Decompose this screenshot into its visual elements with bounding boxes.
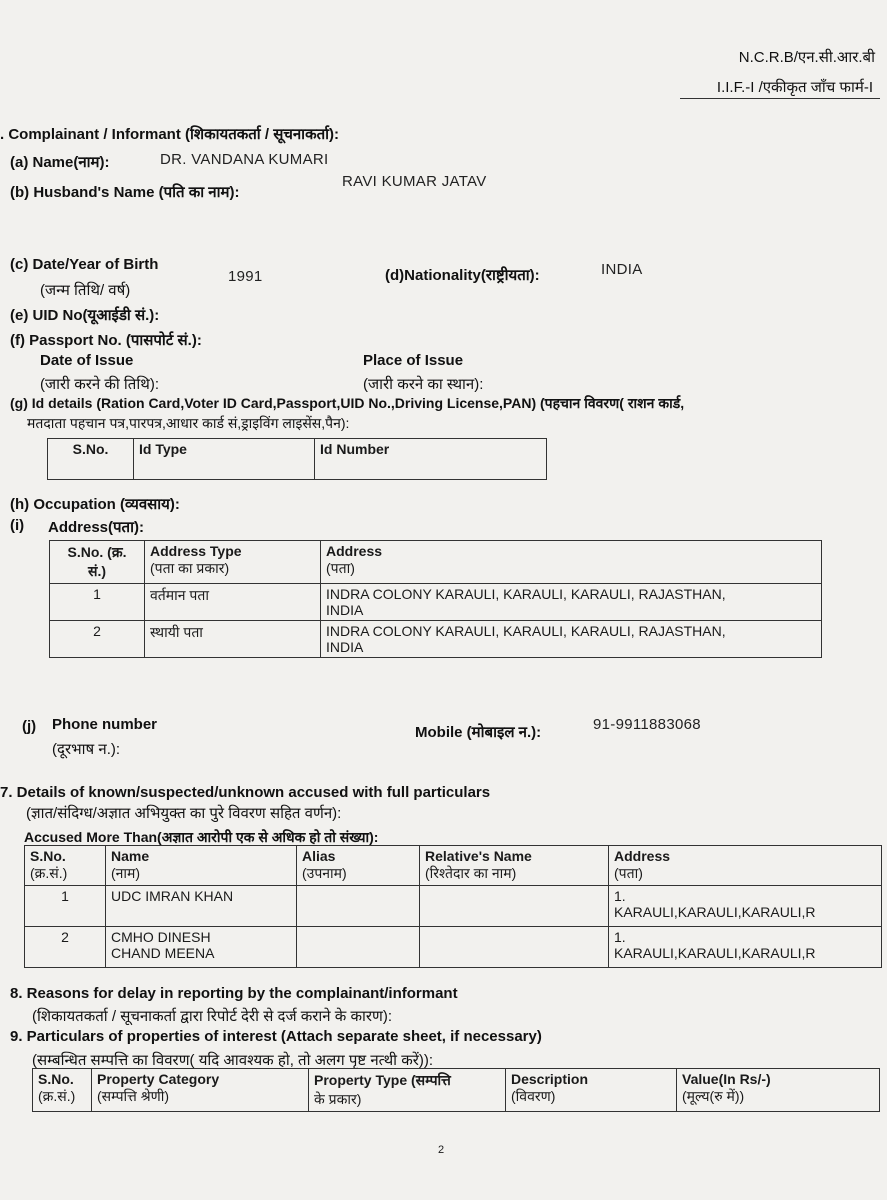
header-line: Alias xyxy=(302,848,336,864)
header-line: Address xyxy=(614,848,671,864)
mobile-value: 91-9911883068 xyxy=(593,716,701,733)
header-underline xyxy=(680,98,880,99)
properties-table xyxy=(32,1068,880,1112)
header-line: (सम्पत्ति श्रेणी) xyxy=(97,1088,170,1104)
nationality-label: (d)Nationality(राष्ट्रीयता): xyxy=(385,267,540,284)
address-type: वर्तमान पता xyxy=(145,584,321,621)
accused-heading: 7. Details of known/suspected/unknown accused with full particulars xyxy=(0,784,491,801)
address-line: INDIA xyxy=(326,639,364,655)
accused-alias xyxy=(297,886,420,927)
header-line: (विवरण) xyxy=(511,1088,556,1104)
dob-value: 1991 xyxy=(228,268,263,285)
header-line: S.No. (क्र. xyxy=(67,544,127,560)
address-value xyxy=(321,584,822,621)
address-header xyxy=(321,541,822,584)
accused-sno: 1 xyxy=(25,886,106,927)
accused-relative-header xyxy=(420,846,609,886)
accused-alias-header xyxy=(297,846,420,886)
address-label: Address(पता): xyxy=(48,519,144,536)
address-sno: 1 xyxy=(50,584,145,621)
header-line: Address Type xyxy=(150,543,242,559)
address-line: INDRA COLONY KARAULI, KARAULI, KARAULI, RAJASTHAN, xyxy=(326,586,726,602)
address-line: INDIA xyxy=(326,602,364,618)
id-details-label: (g) Id details (Ration Card,Voter ID Card,Passport,UID No.,Driving License,PAN) (पहचान विवरण( राशन कार्ड, xyxy=(10,395,685,411)
accused-name xyxy=(106,886,297,927)
id-type-header: Id Type xyxy=(134,439,315,480)
properties-heading-hindi: (सम्बन्धित सम्पत्ति का विवरण( यदि आवश्यक हो, तो अलग पृष्ट नत्थी करें)): xyxy=(32,1052,434,1069)
id-sno-header: S.No. xyxy=(48,439,134,480)
property-value-header xyxy=(677,1069,880,1112)
accused-more-than: Accused More Than(अज्ञात आरोपी एक से अधिक हो तो संख्या): xyxy=(24,829,379,845)
place-of-issue-label: Place of Issue xyxy=(363,352,464,369)
delay-heading-hindi: (शिकायतकर्ता / सूचनाकर्ता द्वारा रिपोर्ट देरी से दर्ज कराने के कारण): xyxy=(32,1008,393,1025)
header-line: (पता) xyxy=(614,865,643,881)
accused-address xyxy=(609,927,882,968)
form-code: I.I.F.-I /एकीकृत जाँच फार्म-I xyxy=(716,79,873,96)
id-details-hindi: मतदाता पहचान पत्र,पारपत्र,आधार कार्ड सं,ड्राइविंग लाइसेंस,पैन): xyxy=(27,415,350,431)
phone-label-hindi: (दूरभाष न.): xyxy=(52,741,121,758)
header-line: (क्र.सं.) xyxy=(38,1088,76,1104)
table-row xyxy=(33,1069,880,1112)
header-line: (मूल्य(रु में)) xyxy=(682,1088,745,1104)
properties-heading: 9. Particulars of properties of interest (Attach separate sheet, if necessary) xyxy=(10,1028,542,1045)
dob-label: (c) Date/Year of Birth xyxy=(10,256,159,273)
mobile-label: Mobile (मोबाइल न.): xyxy=(415,724,542,741)
dob-label-hindi: (जन्म तिथि/ वर्ष) xyxy=(40,282,131,299)
ncrb-code: N.C.R.B/एन.सी.आर.बी xyxy=(738,49,875,66)
property-description-header xyxy=(506,1069,677,1112)
accused-address-header xyxy=(609,846,882,886)
table-row xyxy=(25,927,882,968)
property-sno-header xyxy=(33,1069,92,1112)
id-number-header: Id Number xyxy=(315,439,547,480)
address-line: KARAULI,KARAULI,KARAULI,R xyxy=(614,904,816,920)
accused-address xyxy=(609,886,882,927)
address-line: 1. xyxy=(614,929,626,945)
header-line: सं.) xyxy=(87,563,107,579)
header-line: S.No. xyxy=(30,848,66,864)
name-label: (a) Name(नाम): xyxy=(10,154,110,171)
nationality-value: INDIA xyxy=(601,261,643,278)
table-row xyxy=(48,439,547,480)
header-line: (पता का प्रकार) xyxy=(150,560,230,576)
header-line: Relative's Name xyxy=(425,848,532,864)
header-line: Address xyxy=(326,543,383,559)
property-type-header xyxy=(309,1069,506,1112)
table-row xyxy=(50,541,822,584)
table-row xyxy=(25,886,882,927)
date-of-issue-hindi: (जारी करने की तिथि): xyxy=(40,376,159,393)
husband-name-label: (b) Husband's Name (पति का नाम): xyxy=(10,184,240,201)
uid-label: (e) UID No(यूआईडी सं.): xyxy=(10,307,160,324)
accused-name-header xyxy=(106,846,297,886)
address-label-prefix: (i) xyxy=(10,517,25,534)
place-of-issue-hindi: (जारी करने का स्थान): xyxy=(363,376,484,393)
table-row xyxy=(25,846,882,886)
id-details-table xyxy=(47,438,547,480)
accused-heading-hindi: (ज्ञात/संदिग्ध/अज्ञात अभियुक्त का पुरे विवरण सहित वर्णन): xyxy=(26,805,342,822)
address-table xyxy=(49,540,822,658)
accused-relative xyxy=(420,886,609,927)
complainant-heading: . Complainant / Informant (शिकायतकर्ता / सूचनाकर्ता): xyxy=(0,126,340,143)
table-row xyxy=(50,621,822,658)
address-type-header xyxy=(145,541,321,584)
accused-sno-header xyxy=(25,846,106,886)
page-number: 2 xyxy=(438,1144,445,1156)
phone-label-prefix: (j) xyxy=(22,718,37,735)
property-category-header xyxy=(92,1069,309,1112)
name-line: CHAND MEENA xyxy=(111,945,215,961)
name-value: DR. VANDANA KUMARI xyxy=(160,151,329,168)
header-line: Name xyxy=(111,848,150,864)
address-value xyxy=(321,621,822,658)
husband-name-value: RAVI KUMAR JATAV xyxy=(342,173,487,190)
passport-label: (f) Passport No. (पासपोर्ट सं.): xyxy=(10,332,202,349)
accused-alias xyxy=(297,927,420,968)
name-line: UDC IMRAN KHAN xyxy=(111,888,234,904)
table-row xyxy=(50,584,822,621)
address-sno-header xyxy=(50,541,145,584)
name-line: CMHO DINESH xyxy=(111,929,211,945)
header-line: (क्र.सं.) xyxy=(30,865,68,881)
header-line: S.No. xyxy=(38,1071,74,1087)
address-line: INDRA COLONY KARAULI, KARAULI, KARAULI, RAJASTHAN, xyxy=(326,623,726,639)
header-line: Value(In Rs/-) xyxy=(682,1071,771,1087)
phone-label: Phone number xyxy=(52,716,158,733)
header-line: (रिश्तेदार का नाम) xyxy=(425,865,517,881)
accused-name xyxy=(106,927,297,968)
date-of-issue-label: Date of Issue xyxy=(40,352,134,369)
address-line: 1. xyxy=(614,888,626,904)
accused-sno: 2 xyxy=(25,927,106,968)
accused-relative xyxy=(420,927,609,968)
delay-heading: 8. Reasons for delay in reporting by the complainant/informant xyxy=(10,985,458,1002)
header-line: (उपनाम) xyxy=(302,865,347,881)
header-line: के प्रकार) xyxy=(314,1091,362,1107)
header-line: (पता) xyxy=(326,560,355,576)
address-type: स्थायी पता xyxy=(145,621,321,658)
address-sno: 2 xyxy=(50,621,145,658)
header-line: Property Type (सम्पत्ति xyxy=(314,1072,451,1088)
accused-table xyxy=(24,845,882,968)
header-line: Description xyxy=(511,1071,589,1087)
address-line: KARAULI,KARAULI,KARAULI,R xyxy=(614,945,816,961)
header-line: (नाम) xyxy=(111,865,141,881)
occupation-label: (h) Occupation (व्यवसाय): xyxy=(10,496,180,513)
header-line: Property Category xyxy=(97,1071,220,1087)
